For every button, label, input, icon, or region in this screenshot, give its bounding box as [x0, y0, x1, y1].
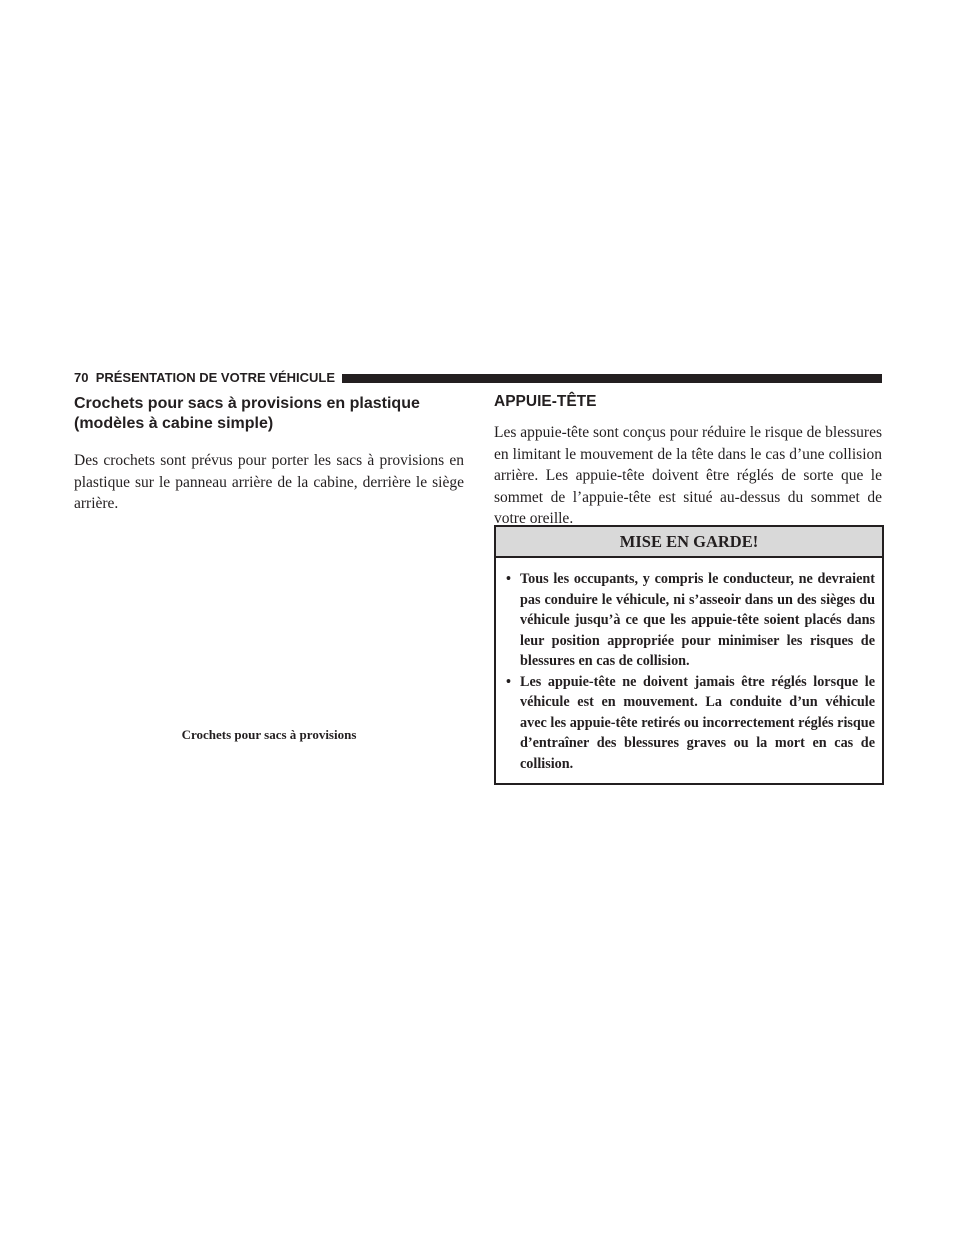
figure-caption: Crochets pour sacs à provisions	[181, 727, 357, 742]
warning-item	[506, 569, 875, 672]
warning-item	[506, 672, 875, 775]
warning-item-text: Tous les occupants, y compris le conducteur, ne devraient pas conduire le véhicule, ni s’asseoir dans un des sièges du véhicule jusqu’à ce que les appuie-tête soient placés dans leur position appropriée pour minimiser les risques de blessures en cas de collision.	[520, 571, 875, 669]
left-column	[74, 394, 464, 515]
warning-box	[494, 525, 884, 785]
head-restraints-paragraph: Les appuie-tête sont conçus pour réduire le risque de blessures en limitant le mouvement de la tête dans le cas d’une collision arrière. Les appuie-tête doivent être réglés de sorte que le sommet de l’appuie-tête est situé au-dessus du sommet de votre oreille.	[494, 424, 882, 527]
page-header-text	[74, 369, 335, 387]
warning-list	[496, 558, 882, 783]
grocery-hooks-paragraph: Des crochets sont prévus pour porter les sacs à provisions en plastique sur le panneau arrière de la cabine, derrière le siège arrière.	[74, 452, 464, 512]
bullet-icon: •	[506, 571, 511, 587]
warning-title: MISE EN GARDE!	[496, 527, 882, 558]
warning-item-text: Les appuie-tête ne doivent jamais être réglés lorsque le véhicule est en mouvement. La conduite d’un véhicule avec les appuie-tête retirés ou incorrectement réglés risque d’entraîner des blessures graves ou la mort en cas de collision.	[520, 673, 875, 772]
head-restraints-heading: APPUIE-TÊTE	[494, 393, 597, 410]
header-rule	[342, 374, 882, 383]
right-column	[494, 392, 882, 530]
bullet-icon: •	[506, 673, 511, 690]
page-number: 70	[74, 370, 89, 385]
page-header	[74, 369, 882, 387]
grocery-hooks-heading: Crochets pour sacs à provisions en plastique (modèles à cabine simple)	[74, 395, 420, 432]
section-title: PRÉSENTATION DE VOTRE VÉHICULE	[95, 370, 336, 385]
